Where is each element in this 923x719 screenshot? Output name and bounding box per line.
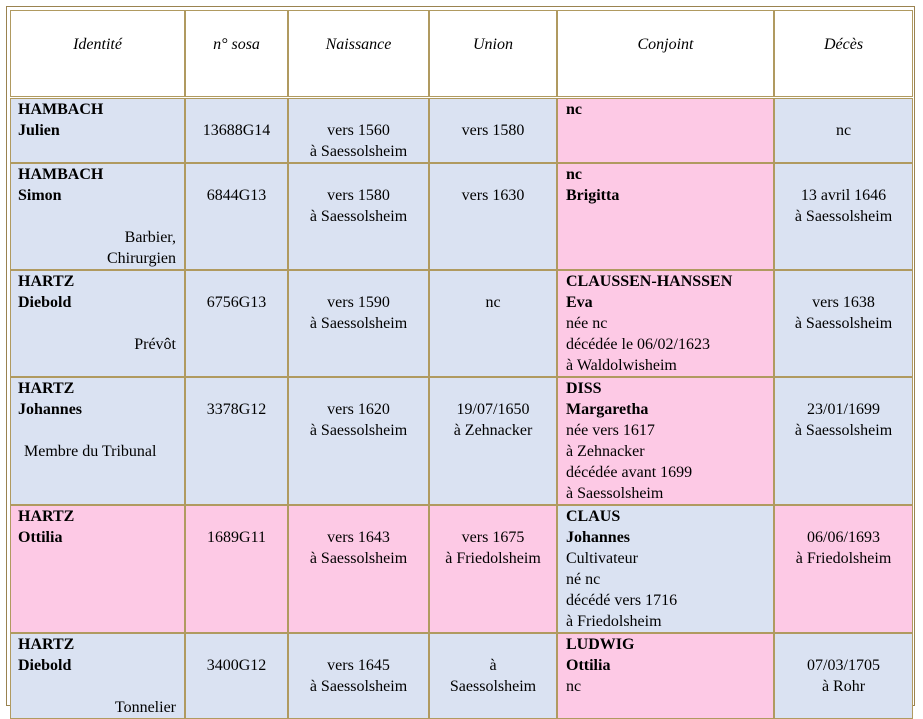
surname: HAMBACH bbox=[18, 101, 104, 118]
cell-line: à Saessolsheim bbox=[309, 678, 408, 695]
cell-line: à bbox=[489, 657, 497, 674]
surname: HARTZ bbox=[18, 380, 75, 397]
given-name: Diebold bbox=[18, 294, 72, 311]
surname: HARTZ bbox=[18, 273, 75, 290]
given-name: Julien bbox=[18, 122, 60, 139]
occupation: Barbier, bbox=[124, 229, 176, 246]
cell-line: 23/01/1699 bbox=[807, 401, 880, 418]
cell-line: à Saessolsheim bbox=[309, 315, 408, 332]
birth-cell bbox=[288, 98, 429, 163]
spouse-cell bbox=[557, 270, 774, 377]
sosa-cell bbox=[185, 377, 288, 505]
cell-line: vers 1580 bbox=[461, 122, 525, 139]
spouse-cell bbox=[557, 633, 774, 719]
table-row bbox=[10, 163, 913, 270]
given-name: Johannes bbox=[18, 401, 83, 418]
spouse-name: Johannes bbox=[566, 529, 631, 546]
spouse-detail: née nc bbox=[566, 315, 608, 332]
spouse-detail: décédée le 06/02/1623 bbox=[566, 336, 710, 353]
spouse-cell bbox=[557, 377, 774, 505]
sosa-number: 6844G13 bbox=[206, 187, 267, 204]
spouse-detail: à Friedolsheim bbox=[566, 613, 662, 630]
spouse-detail: à Zehnacker bbox=[566, 443, 645, 460]
spouse-name: LUDWIG bbox=[566, 636, 635, 653]
identity-cell bbox=[10, 377, 185, 505]
table-row bbox=[10, 377, 913, 505]
table-row bbox=[10, 270, 913, 377]
spouse-name: Margaretha bbox=[566, 401, 649, 418]
sosa-cell bbox=[185, 505, 288, 633]
spouse-detail: Cultivateur bbox=[566, 550, 638, 567]
birth-cell bbox=[288, 163, 429, 270]
death-cell bbox=[774, 633, 913, 719]
occupation: Membre du Tribunal bbox=[24, 443, 157, 460]
spouse-detail: nc bbox=[566, 678, 582, 695]
given-name: Ottilia bbox=[18, 529, 63, 546]
identity-cell bbox=[10, 98, 185, 163]
header-row bbox=[10, 10, 913, 97]
cell-line: nc bbox=[485, 294, 501, 311]
union-cell bbox=[429, 633, 557, 719]
cell-line: vers 1590 bbox=[327, 294, 390, 311]
header-union: Union bbox=[429, 10, 557, 97]
spouse-cell bbox=[557, 98, 774, 163]
union-cell bbox=[429, 505, 557, 633]
cell-line: à Saessolsheim bbox=[309, 208, 408, 225]
cell-line: à Saessolsheim bbox=[309, 550, 408, 567]
table-row bbox=[10, 505, 913, 633]
spouse-cell bbox=[557, 163, 774, 270]
header-conjoint: Conjoint bbox=[557, 10, 774, 97]
death-cell bbox=[774, 163, 913, 270]
identity-cell bbox=[10, 633, 185, 719]
header-deces: Décès bbox=[774, 10, 913, 97]
cell-line: à Saessolsheim bbox=[794, 208, 893, 225]
cell-line: vers 1580 bbox=[327, 187, 390, 204]
header-table bbox=[10, 10, 913, 97]
cell-line: 13 avril 1646 bbox=[800, 187, 887, 204]
cell-line: 07/03/1705 bbox=[807, 657, 880, 674]
sosa-number: 13688G14 bbox=[202, 122, 271, 139]
spouse-detail: né nc bbox=[566, 571, 601, 588]
cell-line: 19/07/1650 bbox=[456, 401, 530, 418]
sosa-cell bbox=[185, 270, 288, 377]
death-cell bbox=[774, 377, 913, 505]
spouse-name: CLAUSSEN-HANSSEN bbox=[566, 273, 733, 290]
identity-cell bbox=[10, 270, 185, 377]
cell-line: à Saessolsheim bbox=[309, 143, 408, 160]
cell-line: vers 1560 bbox=[327, 122, 390, 139]
spouse-detail: à Waldolwisheim bbox=[566, 357, 677, 374]
spouse-name: CLAUS bbox=[566, 508, 621, 525]
sosa-number: 3400G12 bbox=[206, 657, 267, 674]
cell-line: vers 1645 bbox=[327, 657, 390, 674]
sosa-number: 1689G11 bbox=[207, 529, 266, 546]
sosa-number: 3378G12 bbox=[206, 401, 267, 418]
cell-line: vers 1675 bbox=[461, 529, 525, 546]
union-cell bbox=[429, 270, 557, 377]
spouse-detail: décédé vers 1716 bbox=[566, 592, 678, 609]
cell-line: 06/06/1693 bbox=[807, 529, 880, 546]
death-cell bbox=[774, 270, 913, 377]
death-cell bbox=[774, 505, 913, 633]
header-sosa: n° sosa bbox=[185, 10, 288, 97]
genealogy-table bbox=[10, 98, 913, 719]
identity-cell bbox=[10, 505, 185, 633]
birth-cell bbox=[288, 505, 429, 633]
cell-line: Saessolsheim bbox=[449, 678, 537, 695]
cell-line: à Friedolsheim bbox=[795, 550, 892, 567]
identity-cell bbox=[10, 163, 185, 270]
spouse-detail: née vers 1617 bbox=[566, 422, 655, 439]
spouse-name: Ottilia bbox=[566, 657, 611, 674]
cell-line: vers 1630 bbox=[461, 187, 525, 204]
header-identite: Identité bbox=[10, 10, 185, 97]
cell-line: nc bbox=[835, 122, 852, 139]
spouse-cell bbox=[557, 505, 774, 633]
spouse-name: nc bbox=[566, 101, 582, 118]
surname: HAMBACH bbox=[18, 166, 104, 183]
cell-line: à Saessolsheim bbox=[794, 315, 893, 332]
occupation: Prévôt bbox=[134, 336, 176, 353]
spouse-detail: décédée avant 1699 bbox=[566, 464, 693, 481]
surname: HARTZ bbox=[18, 508, 75, 525]
table-row bbox=[10, 98, 913, 163]
header-naissance: Naissance bbox=[288, 10, 429, 97]
spouse-detail: à Saessolsheim bbox=[566, 485, 664, 502]
spouse-name: Eva bbox=[566, 294, 593, 311]
occupation: Tonnelier bbox=[114, 699, 176, 716]
spouse-name: Brigitta bbox=[566, 187, 620, 204]
table-row bbox=[10, 633, 913, 719]
surname: HARTZ bbox=[18, 636, 75, 653]
cell-line: vers 1620 bbox=[327, 401, 390, 418]
sosa-cell bbox=[185, 98, 288, 163]
union-cell bbox=[429, 163, 557, 270]
spouse-name: DISS bbox=[566, 380, 602, 397]
cell-line: à Zehnacker bbox=[453, 422, 533, 439]
given-name: Diebold bbox=[18, 657, 72, 674]
birth-cell bbox=[288, 270, 429, 377]
cell-line: vers 1638 bbox=[812, 294, 875, 311]
union-cell bbox=[429, 98, 557, 163]
cell-line: vers 1643 bbox=[327, 529, 390, 546]
sosa-number: 6756G13 bbox=[206, 294, 267, 311]
given-name: Simon bbox=[18, 187, 62, 204]
sosa-cell bbox=[185, 633, 288, 719]
birth-cell bbox=[288, 633, 429, 719]
birth-cell bbox=[288, 377, 429, 505]
spouse-name: nc bbox=[566, 166, 582, 183]
sosa-cell bbox=[185, 163, 288, 270]
occupation: Chirurgien bbox=[106, 250, 176, 267]
cell-line: à Saessolsheim bbox=[794, 422, 893, 439]
cell-line: à Friedolsheim bbox=[445, 550, 541, 567]
union-cell bbox=[429, 377, 557, 505]
death-cell bbox=[774, 98, 913, 163]
cell-line: à Saessolsheim bbox=[309, 422, 408, 439]
cell-line: à Rohr bbox=[821, 678, 866, 695]
